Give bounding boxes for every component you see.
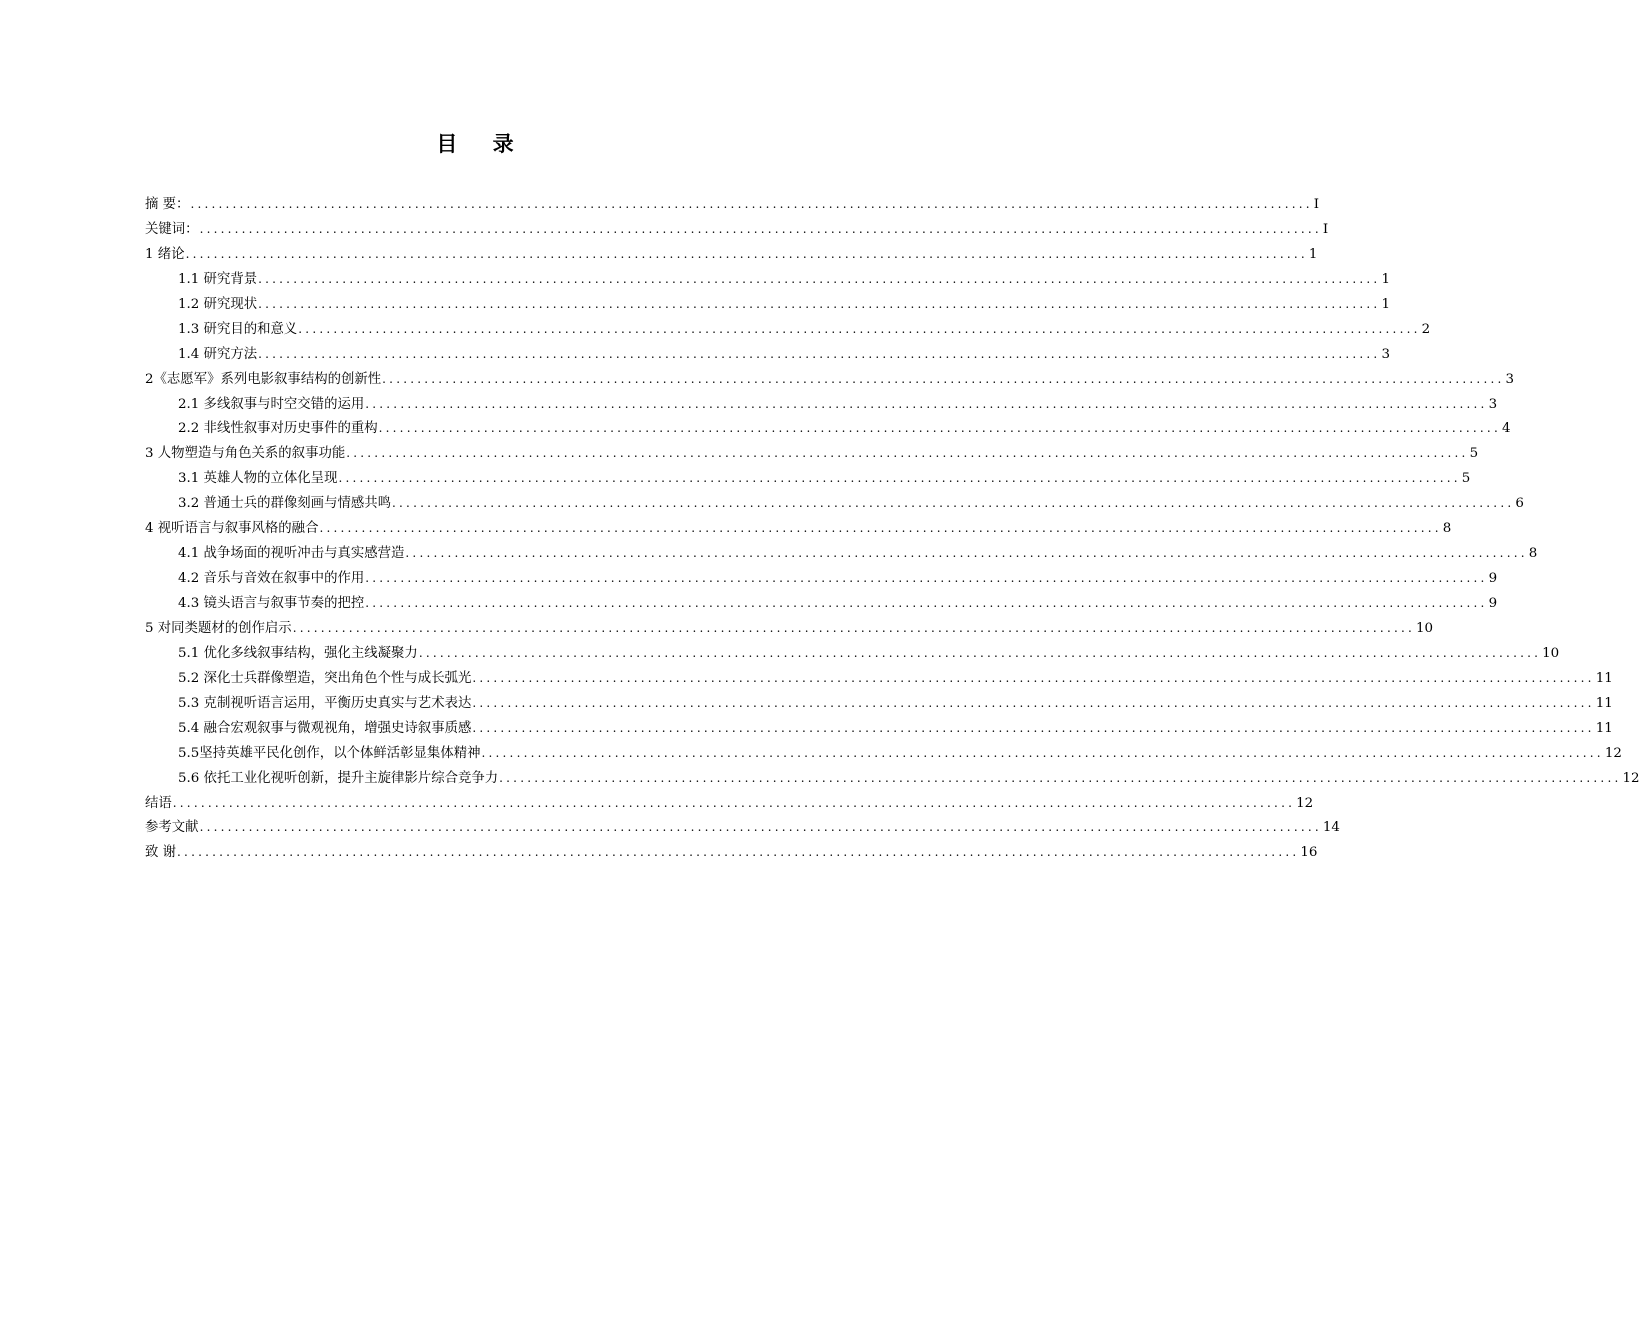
toc-entry[interactable]	[145, 841, 1318, 866]
toc-leader-dots: ................................................................................................................................................................	[177, 845, 1300, 860]
toc-entry-label: 5.1 优化多线叙事结构，强化主线凝聚力	[178, 645, 418, 661]
toc-entry-label: 结语	[145, 795, 172, 811]
toc-entry[interactable]	[145, 417, 1511, 442]
toc-entry-page: 14	[1322, 820, 1340, 836]
toc-entry-label: 3.2 普通士兵的群像刻画与情感共鸣	[178, 496, 392, 512]
toc-entry-page: 12	[1622, 770, 1640, 786]
toc-entry-label: 5.5坚持英雄平民化创作，以个体鲜活彰显集体精神	[178, 745, 481, 761]
toc-entry[interactable]	[145, 692, 1613, 717]
toc-leader-dots: ................................................................................................................................................................	[298, 321, 1421, 336]
toc-entry-page: 10	[1542, 645, 1560, 661]
toc-leader-dots: ................................................................................................................................................................	[258, 346, 1381, 361]
toc-leader-dots: ................................................................................................................................................................	[472, 720, 1595, 735]
toc-leader-dots: ................................................................................................................................................................	[258, 296, 1381, 311]
toc-entry-label: 1.1 研究背景	[178, 271, 258, 287]
toc-leader-dots: ................................................................................................................................................................	[365, 596, 1488, 610]
toc-leader-dots: ................................................................................................................................................................	[199, 820, 1322, 835]
toc-entry-label: 5 对同类题材的创作启示	[145, 620, 292, 636]
toc-entry-label: 3.1 英雄人物的立体化呈现	[178, 471, 338, 487]
toc-entry-page: 5	[1469, 446, 1479, 462]
toc-entry[interactable]	[145, 293, 1390, 318]
toc-entry[interactable]	[145, 442, 1479, 467]
toc-entry-page: 2	[1421, 321, 1431, 337]
toc-leader-dots: ................................................................................................................................................................	[481, 745, 1604, 760]
toc-entry-label: 1.2 研究现状	[178, 296, 258, 312]
toc-entry[interactable]	[145, 492, 1524, 517]
toc-entry[interactable]	[145, 517, 1452, 542]
toc-entry-label: 4.3 镜头语言与叙事节奏的把控	[178, 596, 365, 611]
toc-entry[interactable]	[145, 542, 1538, 567]
toc-leader-dots: ................................................................................................................................................................	[319, 521, 1442, 536]
toc-entry-label: 参考文献	[145, 820, 199, 836]
toc-leader-dots: ................................................................................................................................................................	[338, 471, 1461, 486]
toc-entry-label: 5.6 依托工业化视听创新，提升主旋律影片综合竞争力	[178, 770, 499, 786]
toc-entry[interactable]	[145, 592, 1498, 617]
toc-leader-dots: ................................................................................................................................................................	[382, 371, 1505, 386]
toc-leader-dots: ................................................................................................................................................................	[172, 795, 1296, 810]
toc-entry[interactable]	[145, 617, 1434, 642]
toc-leader-dots: ................................................................................................................................................................	[499, 770, 1622, 785]
toc-entry[interactable]	[145, 717, 1613, 742]
toc-entry[interactable]	[145, 243, 1318, 268]
toc-entry-page: 5	[1461, 471, 1471, 487]
toc-leader-dots: ................................................................................................................................................................	[365, 396, 1488, 411]
toc-leader-dots: ................................................................................................................................................................	[472, 695, 1595, 710]
toc-entry[interactable]	[145, 368, 1515, 393]
toc-entry[interactable]	[145, 667, 1613, 692]
toc-entry-page: 1	[1381, 271, 1390, 287]
toc-leader-dots: ................................................................................................................................................................	[258, 271, 1381, 286]
toc-entry[interactable]	[145, 343, 1390, 368]
toc-entry-page: I	[1313, 197, 1320, 212]
toc-entry[interactable]	[145, 467, 1471, 492]
toc-entry-label: 致 谢	[145, 845, 177, 861]
toc-entry[interactable]	[145, 742, 1622, 767]
toc-leader-dots: ................................................................................................................................................................	[472, 670, 1595, 685]
toc-entry-page: 12	[1604, 745, 1622, 761]
toc-entry[interactable]	[145, 193, 1320, 218]
toc-entry-page: 8	[1528, 546, 1538, 562]
toc-leader-dots: ................................................................................................................................................................	[190, 197, 1313, 211]
toc-entry-page: 3	[1505, 371, 1515, 387]
toc-entry-page: 16	[1300, 845, 1318, 861]
toc-entry-page: 11	[1595, 720, 1613, 736]
toc-entry-label: 1.4 研究方法	[178, 346, 258, 362]
toc-entry[interactable]	[145, 268, 1390, 293]
toc-entry[interactable]	[145, 567, 1498, 592]
toc-entry-page: 8	[1442, 521, 1452, 537]
toc-entry-page: 1	[1308, 246, 1318, 262]
toc-entry[interactable]	[145, 816, 1340, 841]
toc-leader-dots: ................................................................................................................................................................	[199, 221, 1322, 236]
table-of-contents	[145, 193, 1640, 866]
toc-entry-label: 5.2 深化士兵群像塑造，突出角色个性与成长弧光	[178, 670, 472, 686]
toc-entry-label: 摘 要：	[145, 197, 190, 212]
toc-entry-page: 10	[1416, 620, 1434, 636]
toc-entry-page: 1	[1381, 296, 1390, 312]
toc-entry-page: 9	[1488, 596, 1498, 611]
toc-entry-page: I	[1322, 221, 1329, 237]
toc-leader-dots: ................................................................................................................................................................	[185, 246, 1308, 261]
toc-entry-page: 12	[1296, 795, 1314, 811]
toc-leader-dots: ................................................................................................................................................................	[346, 446, 1469, 461]
toc-entry-page: 3	[1381, 346, 1390, 362]
toc-entry-page: 4	[1501, 421, 1511, 437]
toc-leader-dots: ................................................................................................................................................................	[365, 571, 1488, 586]
toc-leader-dots: ................................................................................................................................................................	[392, 496, 1515, 511]
toc-title: 目 录	[436, 132, 528, 156]
toc-entry[interactable]	[145, 393, 1498, 418]
toc-leader-dots: ................................................................................................................................................................	[292, 620, 1415, 635]
toc-entry-label: 5.4 融合宏观叙事与微观视角，增强史诗叙事质感	[178, 720, 472, 736]
toc-leader-dots: ................................................................................................................................................................	[418, 645, 1542, 660]
toc-entry-label: 1 绪论	[145, 246, 185, 262]
toc-entry-page: 3	[1488, 396, 1498, 412]
toc-leader-dots: ................................................................................................................................................................	[405, 546, 1528, 561]
toc-entry-label: 1.3 研究目的和意义	[178, 321, 298, 337]
toc-entry-label: 4.1 战争场面的视听冲击与真实感营造	[178, 546, 405, 562]
toc-entry-page: 9	[1488, 571, 1498, 587]
toc-entry-label: 5.3 克制视听语言运用，平衡历史真实与艺术表达	[178, 695, 472, 711]
toc-entry[interactable]	[145, 642, 1560, 667]
toc-entry-label: 2.2 非线性叙事对历史事件的重构	[178, 421, 378, 437]
toc-leader-dots: ................................................................................................................................................................	[378, 421, 1501, 436]
toc-entry-page: 11	[1595, 670, 1613, 686]
toc-entry[interactable]	[145, 767, 1640, 792]
toc-entry-label: 2.1 多线叙事与时空交错的运用	[178, 396, 365, 412]
toc-entry-label: 关键词：	[145, 221, 199, 237]
toc-entry-label: 4 视听语言与叙事风格的融合	[145, 521, 319, 537]
toc-entry[interactable]	[145, 792, 1314, 817]
toc-entry-page: 6	[1515, 496, 1524, 512]
toc-entry[interactable]	[145, 318, 1431, 343]
toc-entry[interactable]	[145, 218, 1329, 243]
toc-entry-label: 2《志愿军》系列电影叙事结构的创新性	[145, 371, 382, 387]
toc-entry-label: 4.2 音乐与音效在叙事中的作用	[178, 571, 365, 587]
toc-entry-label: 3 人物塑造与角色关系的叙事功能	[145, 446, 346, 462]
toc-entry-page: 11	[1595, 695, 1613, 711]
